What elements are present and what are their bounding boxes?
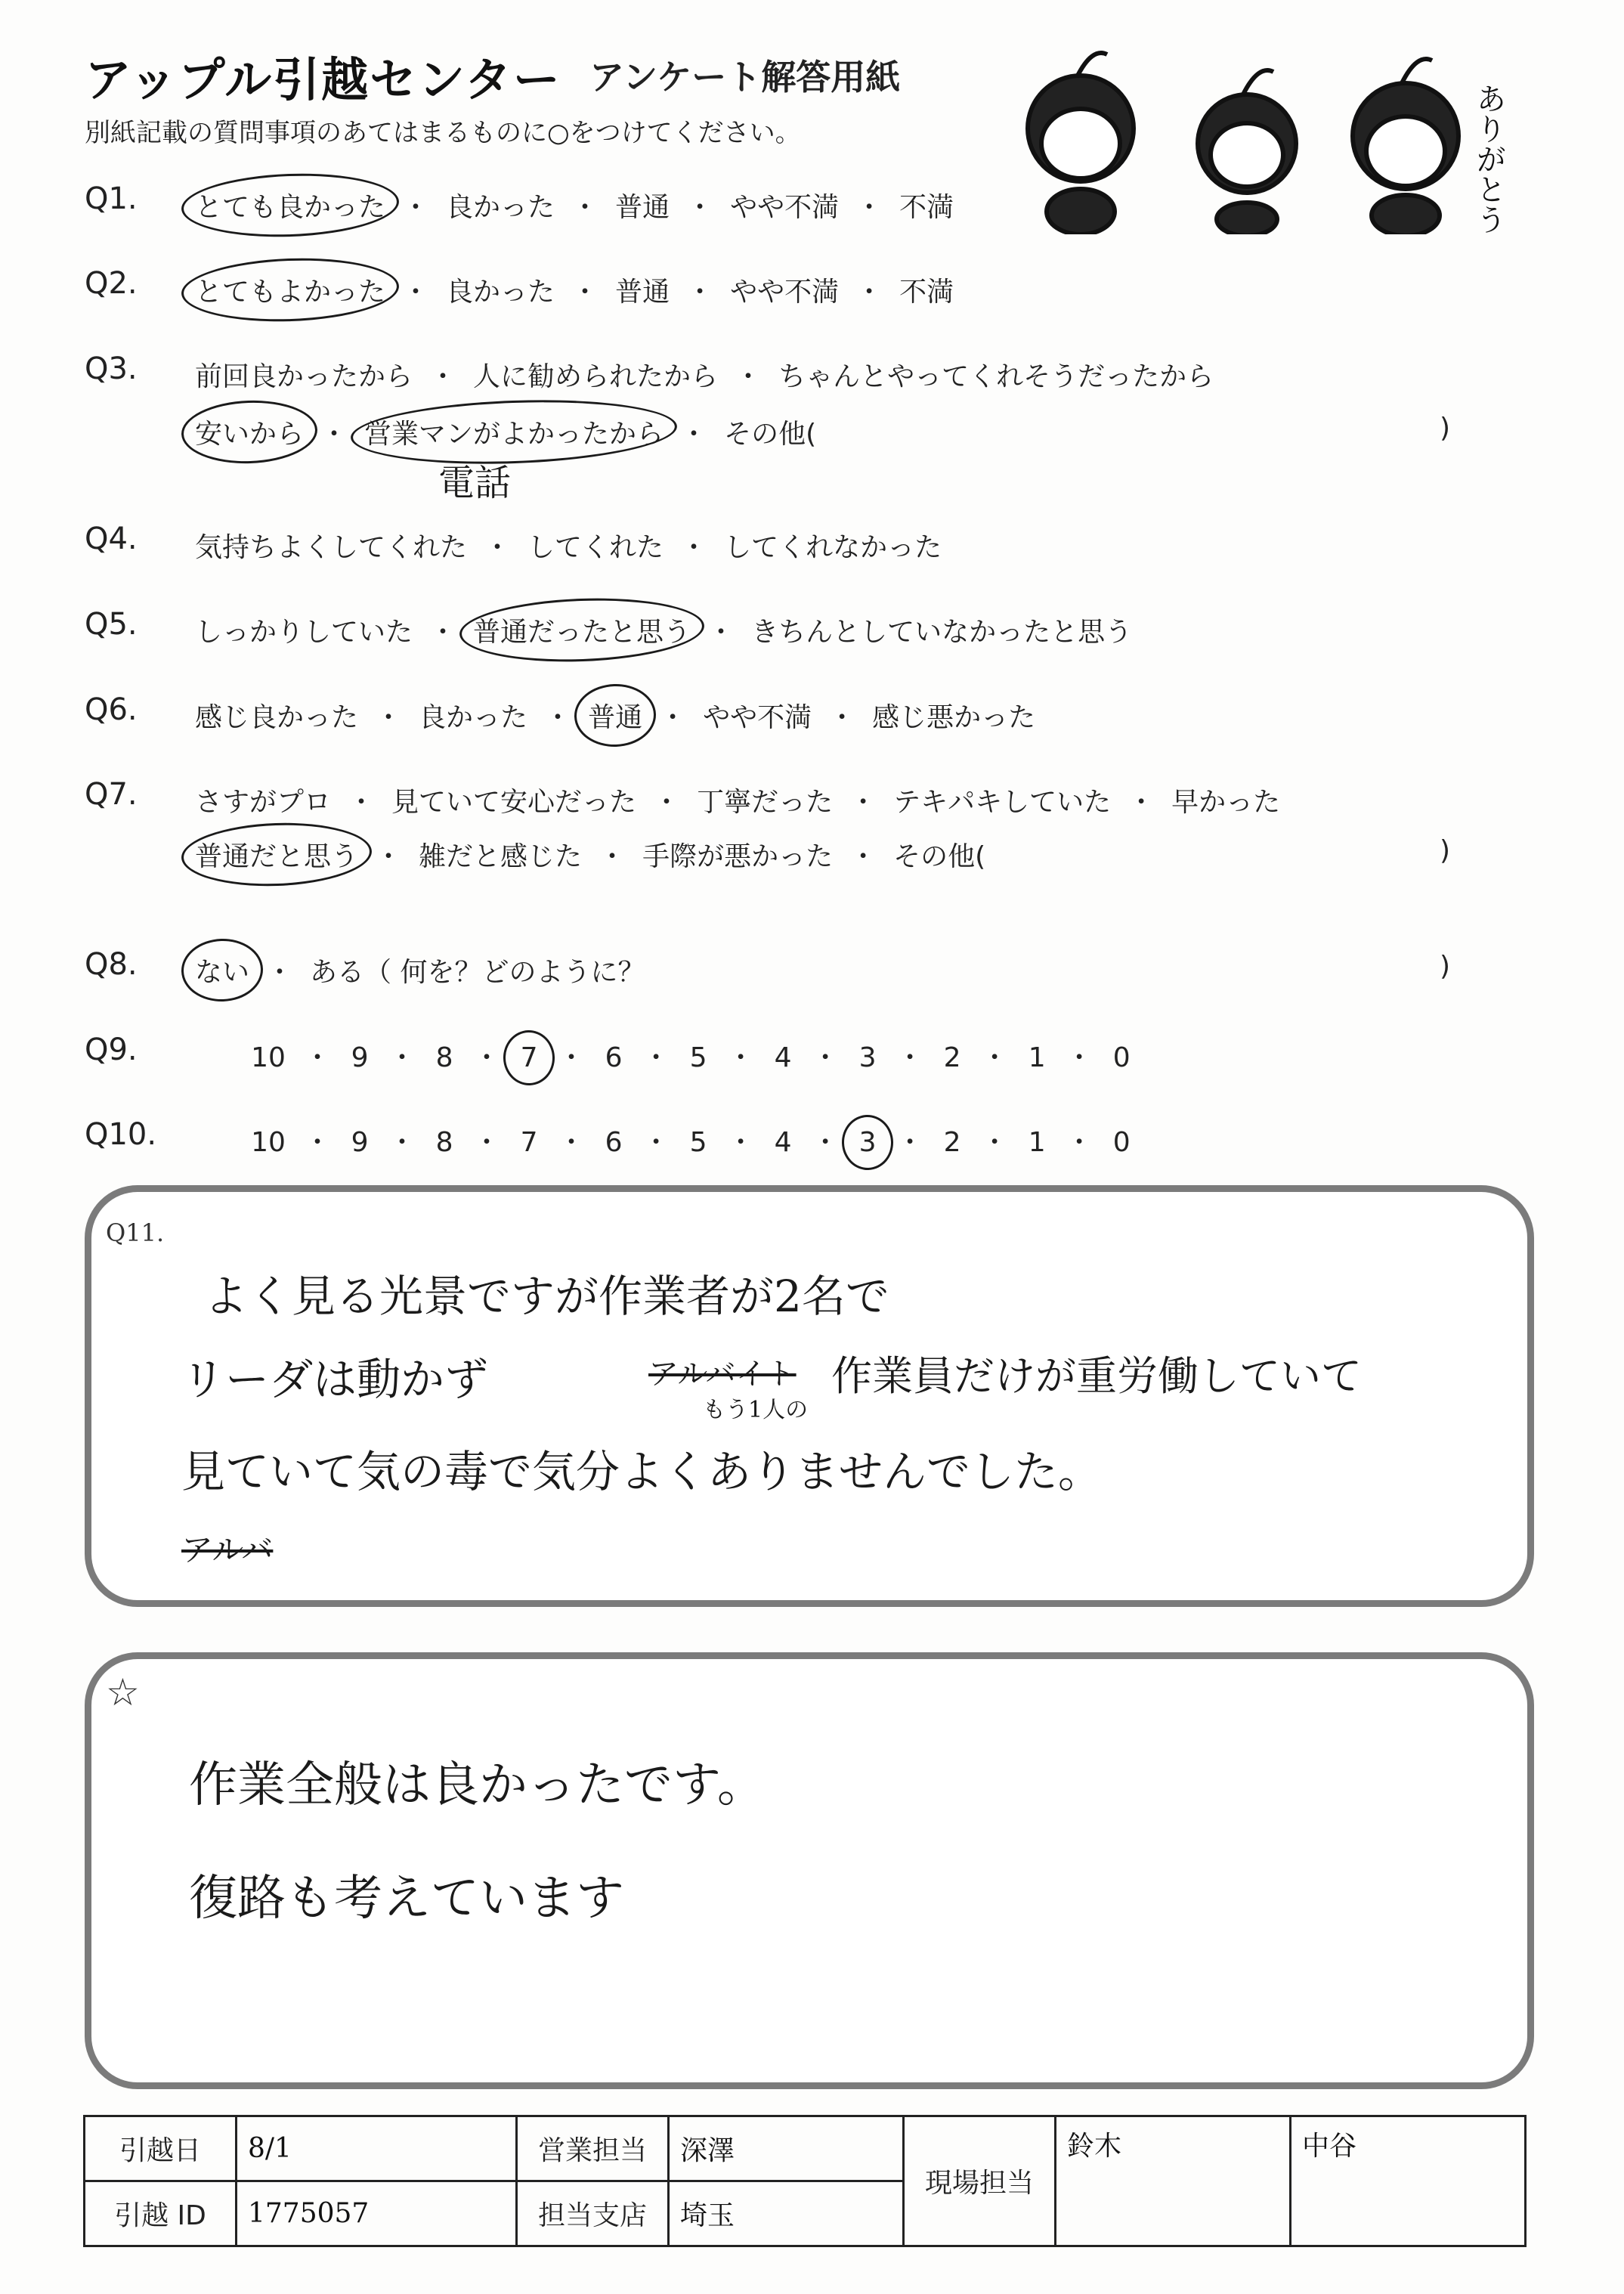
q3-close-paren: )	[1440, 413, 1451, 444]
q3-label: Q3.	[85, 351, 138, 386]
move-date-value[interactable]: 8/1	[237, 2116, 517, 2181]
q7-close-paren: )	[1440, 835, 1451, 866]
q2-option[interactable]: 普通	[615, 277, 670, 308]
site-value-2[interactable]: 中谷	[1291, 2116, 1526, 2246]
q10-score[interactable]: 7	[520, 1127, 538, 1158]
q3-options-line1: 前回良かったから ・ 人に勧められたから ・ ちゃんとやってくれそうだったから	[195, 355, 1214, 394]
monkey-icon	[1353, 59, 1459, 234]
instruction-text: 別紙記載の質問事項のあてはまるものに○をつけてください。	[85, 118, 801, 148]
q3-option[interactable]: 人に勧められたから	[473, 361, 719, 392]
q5-option[interactable]: きちんとしていなかったと思う	[751, 617, 1133, 648]
move-id-value[interactable]: 1775057	[237, 2181, 517, 2246]
q11-line2b: 作業員だけが重労働していて	[831, 1352, 1362, 1400]
q9-score[interactable]: 9	[351, 1042, 369, 1073]
q10-score[interactable]: 9	[351, 1127, 369, 1158]
q4-option[interactable]: 気持ちよくしてくれた	[195, 532, 468, 563]
q10-scale: 10 ・ 9 ・ 8 ・ 7 ・ 6 ・ 5 ・ 4 ・ 3 ・ 2 ・ 1 ・ 0	[249, 1121, 1134, 1159]
q9-score[interactable]: 0	[1112, 1042, 1131, 1073]
q4-label: Q4.	[85, 522, 138, 556]
site-label: 現場担当	[904, 2116, 1056, 2246]
q9-score[interactable]: 3	[858, 1042, 877, 1073]
q5-label: Q5.	[85, 607, 138, 642]
q3-option-selected[interactable]: 営業マンがよかったから	[364, 413, 664, 451]
form-subtitle: アンケート解答用紙	[589, 57, 901, 98]
q10-score[interactable]: 1	[1028, 1127, 1046, 1158]
q6-option[interactable]: 感じ良かった	[195, 702, 359, 733]
q8-option[interactable]: ある（ 何を？どのように？	[310, 957, 645, 988]
q3-option[interactable]: ちゃんとやってくれそうだったから	[778, 361, 1214, 392]
q11-label: Q11.	[106, 1218, 165, 1247]
q6-option[interactable]: 感じ悪かった	[872, 702, 1036, 733]
branch-label: 担当支店	[517, 2181, 669, 2246]
q4-option[interactable]: してくれた	[527, 532, 664, 563]
q7-option[interactable]: 丁寧だった	[697, 787, 834, 818]
site-value-1[interactable]: 鈴木	[1056, 2116, 1291, 2246]
q7-options-line2: 普通だと思う ・ 雑だと感じた ・ 手際が悪かった ・ その他(	[195, 835, 985, 874]
q11-line2a: リーダは動かず	[181, 1354, 489, 1405]
move-id-label: 引越 ID	[85, 2181, 237, 2246]
move-date-label: 引越日	[85, 2116, 237, 2181]
q7-option[interactable]: 雑だと感じた	[419, 841, 583, 872]
q10-score[interactable]: 8	[435, 1127, 453, 1158]
q1-option[interactable]: 普通	[615, 192, 670, 223]
sales-value[interactable]: 深澤	[669, 2116, 904, 2181]
q9-score[interactable]: 2	[943, 1042, 961, 1073]
branch-value[interactable]: 埼玉	[669, 2181, 904, 2246]
q1-option[interactable]: 不満	[899, 192, 954, 223]
star-label: ☆	[106, 1670, 140, 1714]
q7-option-selected[interactable]: 普通だと思う	[195, 835, 358, 874]
q4-option[interactable]: してくれなかった	[724, 532, 942, 563]
mascot-illustration	[998, 38, 1542, 234]
q10-score[interactable]: 2	[943, 1127, 961, 1158]
q10-score[interactable]: 0	[1112, 1127, 1131, 1158]
q9-score[interactable]: 10	[251, 1042, 286, 1073]
q11-line4-struck: アルバ	[181, 1531, 274, 1568]
q6-options: 感じ良かった ・ 良かった ・ 普通 ・ やや不満 ・ 感じ悪かった	[195, 696, 1035, 735]
q6-label: Q6.	[85, 692, 138, 727]
q10-score[interactable]: 10	[251, 1127, 286, 1158]
q9-score[interactable]: 1	[1028, 1042, 1046, 1073]
q1-option[interactable]: やや不満	[730, 192, 840, 223]
q7-option[interactable]: テキパキしていた	[893, 787, 1112, 818]
q10-score[interactable]: 4	[774, 1127, 792, 1158]
q5-option[interactable]: しっかりしていた	[195, 617, 413, 648]
q3-handwritten-note: 電話	[438, 462, 512, 504]
q7-option[interactable]: さすがプロ	[195, 787, 332, 818]
footer-info-table	[83, 2115, 1527, 2247]
q9-label: Q9.	[85, 1032, 138, 1067]
q5-option-selected[interactable]: 普通だったと思う	[473, 611, 691, 649]
q9-score-selected[interactable]: 7	[517, 1042, 541, 1073]
q9-score[interactable]: 6	[605, 1042, 623, 1073]
q11-line3: 見ていて気の毒で気分よくありませんでした。	[181, 1446, 1103, 1497]
q9-score[interactable]: 5	[689, 1042, 707, 1073]
q9-score[interactable]: 4	[774, 1042, 792, 1073]
q2-option-selected[interactable]: とてもよかった	[195, 271, 385, 309]
q7-option[interactable]: 手際が悪かった	[642, 841, 834, 872]
q10-score-selected[interactable]: 3	[855, 1127, 880, 1158]
star-line2: 復路も考えています	[189, 1871, 624, 1927]
q11-line2-insert: もう1人の	[703, 1397, 809, 1423]
q8-label: Q8.	[85, 947, 138, 982]
company-title: アップル引越センター	[85, 52, 561, 107]
q2-options: とてもよかった ・ 良かった ・ 普通 ・ やや不満 ・ 不満	[195, 271, 954, 309]
q11-line1: よく見る光景ですが作業者が2名で	[204, 1271, 889, 1322]
q9-score[interactable]: 8	[435, 1042, 453, 1073]
star-line1: 作業全般は良かったです。	[189, 1757, 766, 1813]
q10-label: Q10.	[85, 1117, 157, 1152]
q1-option-selected[interactable]: とても良かった	[195, 186, 385, 224]
q2-option[interactable]: 不満	[899, 277, 954, 308]
q2-label: Q2.	[85, 266, 138, 301]
q4-options: 気持ちよくしてくれた ・ してくれた ・ してくれなかった	[195, 526, 942, 565]
q10-score[interactable]: 6	[605, 1127, 623, 1158]
q3-option[interactable]: 前回良かったから	[195, 361, 413, 392]
q7-option[interactable]: 見ていて安心だった	[391, 787, 637, 818]
q6-option[interactable]: やや不満	[703, 702, 812, 733]
q2-option[interactable]: やや不満	[730, 277, 840, 308]
monkey-icon	[1198, 70, 1296, 234]
q5-options: しっかりしていた ・ 普通だったと思う ・ きちんとしていなかったと思う	[195, 611, 1132, 649]
q7-option-other[interactable]: その他(	[893, 841, 986, 872]
sales-label: 営業担当	[517, 2116, 669, 2181]
q8-option-selected[interactable]: ない	[195, 951, 249, 989]
q3-option-selected[interactable]: 安いから	[195, 413, 304, 451]
q1-label: Q1.	[85, 181, 138, 216]
q10-score[interactable]: 5	[689, 1127, 707, 1158]
q7-options-line1: さすがプロ ・ 見ていて安心だった ・ 丁寧だった ・ テキパキしていた ・ 早かった	[195, 781, 1280, 819]
q6-option-selected[interactable]: 普通	[588, 696, 642, 735]
q8-close-paren: )	[1440, 951, 1451, 982]
mascot-thanks: ありがとう	[1471, 83, 1506, 234]
q6-option[interactable]: 良かった	[419, 702, 528, 733]
q3-options-line2: 安いから ・ 営業マンがよかったから ・ その他(	[195, 413, 816, 451]
q3-option-other[interactable]: その他(	[724, 419, 817, 450]
q7-label: Q7.	[85, 777, 138, 812]
q7-option[interactable]: 早かった	[1171, 787, 1281, 818]
q11-line2-struck: アルバイト	[648, 1357, 797, 1392]
q8-options: ない ・ ある（ 何を？どのように？	[195, 951, 645, 989]
q2-option[interactable]: 良かった	[446, 277, 555, 308]
monkey-icon	[1028, 53, 1134, 234]
q9-scale: 10 ・ 9 ・ 8 ・ 7 ・ 6 ・ 5 ・ 4 ・ 3 ・ 2 ・ 1 ・ 0	[249, 1036, 1134, 1075]
q1-options: とても良かった ・ 良かった ・ 普通 ・ やや不満 ・ 不満	[195, 186, 954, 224]
q1-option[interactable]: 良かった	[446, 192, 555, 223]
